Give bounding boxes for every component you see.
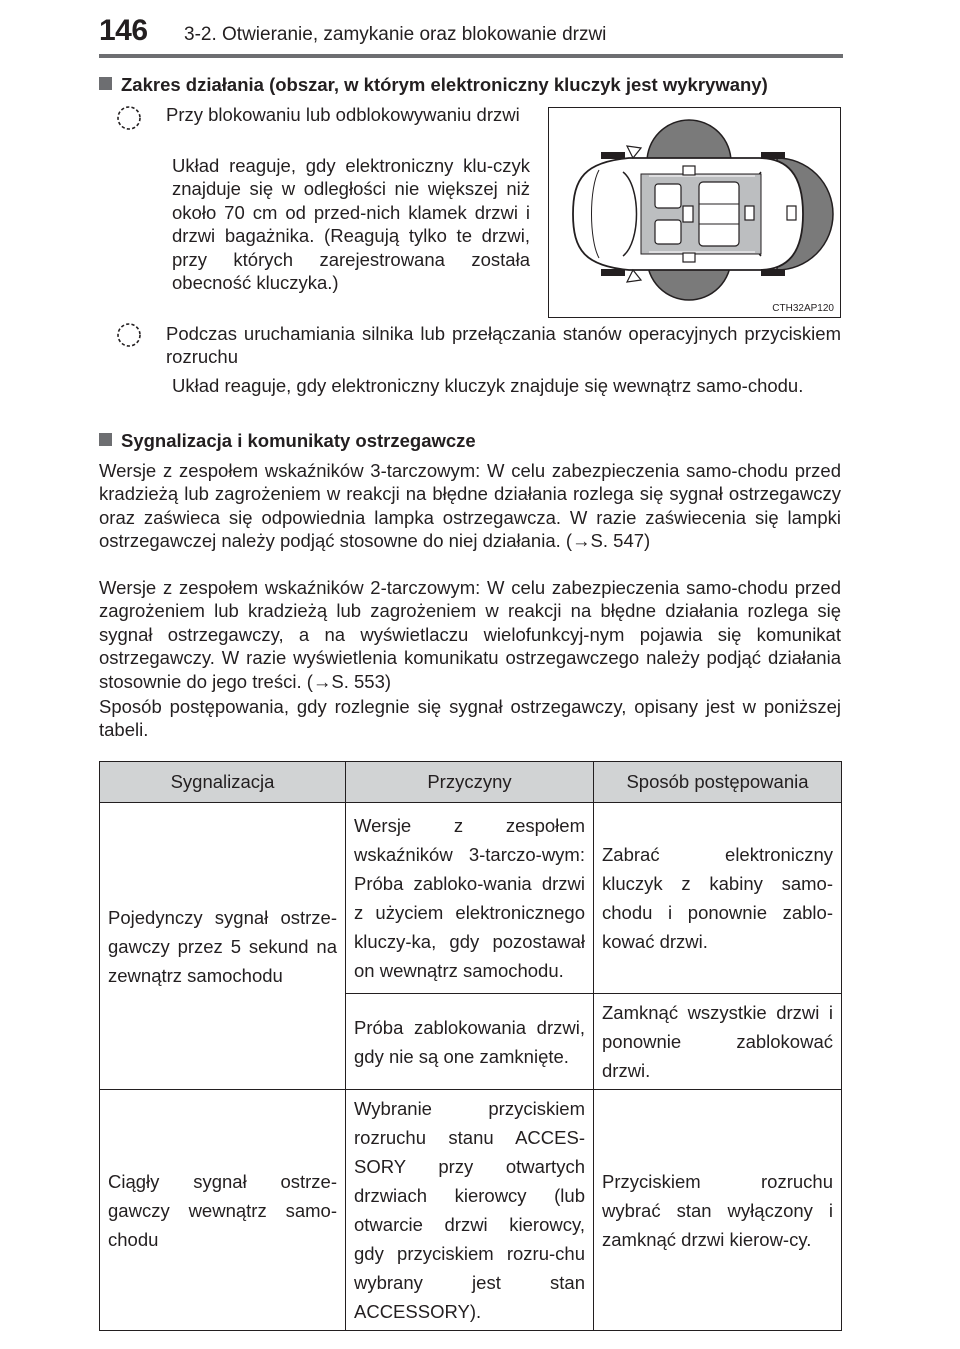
table-cell-action: Przyciskiem rozruchu wybrać stan wyłączony i zamknąć drzwi kierow-cy. <box>594 1090 842 1331</box>
table-cell-cause: Próba zablokowania drzwi, gdy nie są one zamknięte. <box>346 994 594 1090</box>
table-row <box>100 803 842 994</box>
header-rule <box>99 54 843 58</box>
table-header-row <box>100 762 842 803</box>
bullet-title-starting: Podczas uruchamiania silnika lub przełączania stanów operacyjnych przyciskiem rozruchu <box>166 323 841 367</box>
table-cell-signal: Pojedynczy sygnał ostrze-gawczy przez 5 sekund na zewnątrz samochodu <box>100 803 346 1090</box>
square-bullet-icon <box>99 433 112 446</box>
car-top-view-illustration <box>549 108 841 318</box>
table-cell-cause: Wersje z zespołem wskaźników 3-tarczo-wym: Próba zabloko-wania drzwi z użyciem elektronicznego kluczy-ka, gdy pozostawał on wewnątrz samochodu. <box>346 803 594 994</box>
table-cell-signal: Ciągły sygnał ostrze-gawczy wewnątrz samo-chodu <box>100 1090 346 1331</box>
column-header: Sygnalizacja <box>100 762 346 803</box>
bullet-text-locking: Układ reaguje, gdy elektroniczny klu-czyk znajduje się w odległości nie większej niż około 70 cm od przed-nich klamek drzwi i drzwi bagażnika. (Reagują tylko te drzwi, przy których zarejestrowana została obecność kluczyka.) <box>172 155 530 294</box>
paragraph-3-dial: Wersje z zespołem wskaźników 3-tarczowym: W celu zabezpieczenia samo-chodu przed kradzieżą lub zagrożeniem w reakcji na błędne działania rozlega się sygnał ostrzegawczy oraz zaświeca się odpowiednia lampka ostrzegawcza. W razie zaświecenia się lampki ostrzegawczej należy podjąć stosowne do niej działania. (→S. 547) <box>99 460 841 552</box>
page-header <box>0 0 960 58</box>
detection-range-figure <box>548 107 841 318</box>
figure-code: CTH32AP120 <box>772 303 834 314</box>
chapter-title: 3-2. Otwieranie, zamykanie oraz blokowanie drzwi <box>184 24 607 45</box>
table-cell-action: Zamknąć wszystkie drzwi i ponownie zablokować drzwi. <box>594 994 842 1090</box>
section-heading-text: Sygnalizacja i komunikaty ostrzegawcze <box>121 430 476 451</box>
warning-signals-table <box>99 761 842 1331</box>
table-cell-action: Zabrać elektroniczny kluczyk z kabiny samo-chodu i ponownie zablo-kować drzwi. <box>594 803 842 994</box>
paragraph-table-intro: Sposób postępowania, gdy rozlegnie się sygnał ostrzegawczy, opisany jest w poniższej tabeli. <box>99 696 841 741</box>
column-header: Sposób postępowania <box>594 762 842 803</box>
section-heading-signals <box>99 430 476 452</box>
column-header: Przyczyny <box>346 762 594 803</box>
page-number: 146 <box>99 14 148 47</box>
bullet-text-starting: Układ reaguje, gdy elektroniczny kluczyk znajduje się wewnątrz samo-chodu. <box>172 375 804 396</box>
bullet-title-locking: Przy blokowaniu lub odblokowywaniu drzwi <box>166 104 520 125</box>
section-heading-range <box>99 74 768 96</box>
table-cell-cause: Wybranie przyciskiem rozruchu stanu ACCES-SORY przy otwartych drzwiach kierowcy (lub otwarcie drzwi kierowcy, gdy przyciskiem rozru-chu wybrany jest stan ACCESSORY). <box>346 1090 594 1331</box>
section-heading-text: Zakres działania (obszar, w którym elektroniczny kluczyk jest wykrywany) <box>121 74 768 95</box>
square-bullet-icon <box>99 77 112 90</box>
table-row <box>100 1090 842 1331</box>
dashed-circle-icon <box>116 322 142 348</box>
paragraph-2-dial: Wersje z zespołem wskaźników 2-tarczowym: W celu zabezpieczenia samo-chodu przed zagrożeniem lub kradzieżą lub zagrożeniem w reakcji na błędne działania rozlega się sygnał ostrzegawczy, a na wyświetlaczu wielofunkcyj-nym pojawia się komunikat ostrzegawczy. W razie wyświetlenia komunikatu ostrzegawczego należy podjąć działania stosownie do jego treści. (→S. 553) <box>99 577 841 692</box>
dashed-circle-icon <box>116 105 142 131</box>
